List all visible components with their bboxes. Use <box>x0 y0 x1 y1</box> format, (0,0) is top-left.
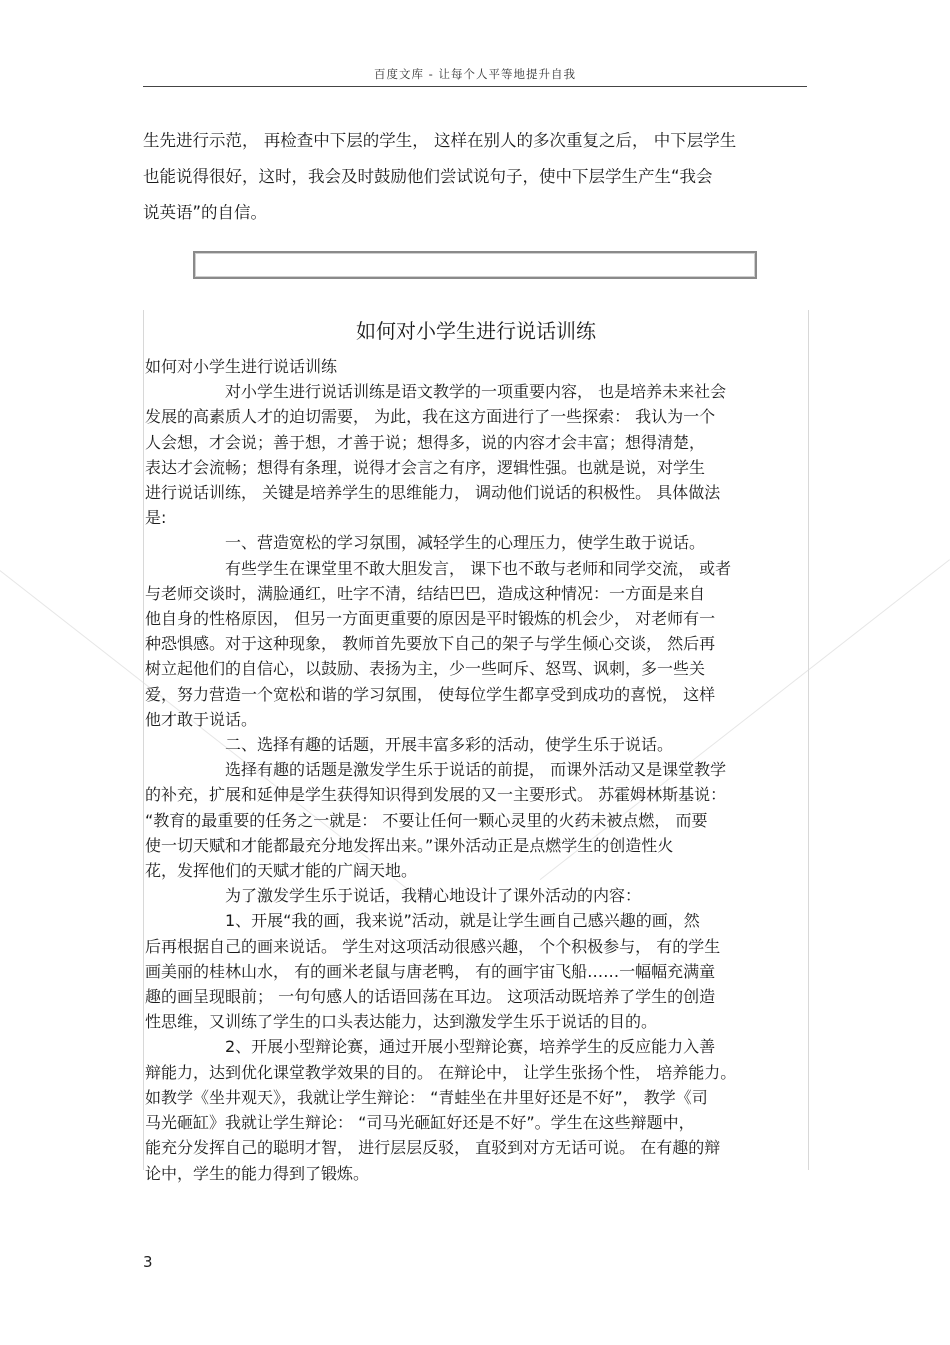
article-line: 能充分发挥自己的聪明才智， 进行层层反驳， 直驳到对方无话可说。 在有趣的辩 <box>145 1138 721 1158</box>
header-divider <box>143 86 807 87</box>
article-line: 使一切天赋和才能都最充分地发挥出来。”课外活动正是点燃学生的创造性火 <box>145 835 674 855</box>
article-line: 辩能力，达到优化课堂教学效果的目的。 在辩论中， 让学生张扬个性， 培养能力。 <box>145 1062 737 1082</box>
article-line: 画美丽的桂林山水， 有的画米老鼠与唐老鸭， 有的画宇宙飞船……一幅幅充满童 <box>145 961 716 981</box>
article-line: 趣的画呈现眼前； 一句句感人的话语回荡在耳边。 这项活动既培养了学生的创造 <box>145 987 716 1007</box>
article-section <box>143 310 809 1183</box>
article-line: 选择有趣的话题是激发学生乐于说话的前提， 而课外活动又是课堂教学 <box>225 760 727 780</box>
article-line: 1、开展“我的画，我来说”活动，就是让学生画自己感兴趣的画，然 <box>225 911 700 931</box>
article-subtitle: 如何对小学生进行说话训练 <box>145 357 338 376</box>
article-line: 他才敢于说话。 <box>145 709 258 729</box>
intro-line: 说英语”的自信。 <box>143 203 268 222</box>
article-line: 2、开展小型辩论赛，通过开展小型辩论赛，培养学生的反应能力入善 <box>225 1037 716 1057</box>
article-line: 论中，学生的能力得到了锻炼。 <box>145 1163 370 1183</box>
article-line: “教育的最重要的任务之一就是： 不要让任何一颗心灵里的火药未被点燃， 而要 <box>145 810 708 830</box>
intro-line: 生先进行示范， 再检查中下层的学生， 这样在别人的多次重复之后， 中下层学生 <box>143 131 737 150</box>
page-header: 百度文库 - 让每个人平等地提升自我 <box>374 67 576 81</box>
article-line: 对小学生进行说话训练是语文教学的一项重要内容， 也是培养未来社会 <box>225 382 727 402</box>
article-line: 发展的高素质人才的迫切需要， 为此，我在这方面进行了一些探索： 我认为一个 <box>145 407 716 427</box>
article-line: 后再根据自己的画来说话。 学生对这项活动很感兴趣， 个个积极参与， 有的学生 <box>145 936 721 956</box>
article-body <box>145 354 808 1186</box>
section-heading: 二、选择有趣的话题，开展丰富多彩的活动，使学生乐于说话。 <box>225 735 674 755</box>
article-line: 为了激发学生乐于说话，我精心地设计了课外活动的内容： <box>225 886 642 906</box>
intro-line: 也能说得很好，这时，我会及时鼓励他们尝试说句子，使中下层学生产生“我会 <box>143 167 713 186</box>
article-line: 的补充，扩展和延伸是学生获得知识得到发展的又一主要形式。 苏霍姆林斯基说： <box>145 785 727 805</box>
article-line: 树立起他们的自信心，以鼓励、表扬为主，少一些呵斥、怒骂、讽刺，多一些关 <box>145 659 706 679</box>
page-number: 3 <box>143 1253 153 1271</box>
article-line: 与老师交谈时，满脸通红，吐字不清，结结巴巴，造成这种情况：一方面是来自 <box>145 583 706 603</box>
article-line: 花，发挥他们的天赋才能的广阔天地。 <box>145 861 418 881</box>
section-heading: 一、营造宽松的学习氛围，减轻学生的心理压力，使学生敢于说话。 <box>225 533 706 553</box>
empty-frame-box <box>193 251 757 279</box>
article-line: 表达才会流畅；想得有条理，说得才会言之有序，逻辑性强。也就是说，对学生 <box>145 457 706 477</box>
article-line: 马光砸缸》我就让学生辩论： “司马光砸缸好还是不好”。学生在这些辩题中， <box>145 1113 695 1133</box>
article-title: 如何对小学生进行说话训练 <box>356 319 596 343</box>
article-line: 爱，努力营造一个宽松和谐的学习氛围， 使每位学生都享受到成功的喜悦， 这样 <box>145 684 716 704</box>
article-line: 是: <box>145 508 167 528</box>
intro-paragraph <box>143 123 807 231</box>
article-line: 有些学生在课堂里不敢大胆发言， 课下也不敢与老师和同学交流， 或者 <box>225 558 732 578</box>
article-line: 性思维，又训练了学生的口头表达能力，达到激发学生乐于说话的目的。 <box>145 1012 658 1032</box>
article-line: 种恐惧感。对于这种现象， 教师首先要放下自己的架子与学生倾心交谈， 然后再 <box>145 634 716 654</box>
article-line: 他自身的性格原因， 但另一方面更重要的原因是平时锻炼的机会少， 对老师有一 <box>145 609 716 629</box>
article-line: 如教学《坐井观天》，我就让学生辩论： “青蛙坐在井里好还是不好”， 教学《司 <box>145 1087 708 1107</box>
article-line: 进行说话训练， 关键是培养学生的思维能力， 调动他们说话的积极性。 具体做法 <box>145 483 721 503</box>
article-line: 人会想，才会说；善于想，才善于说；想得多，说的内容才会丰富；想得清楚， <box>145 432 706 452</box>
